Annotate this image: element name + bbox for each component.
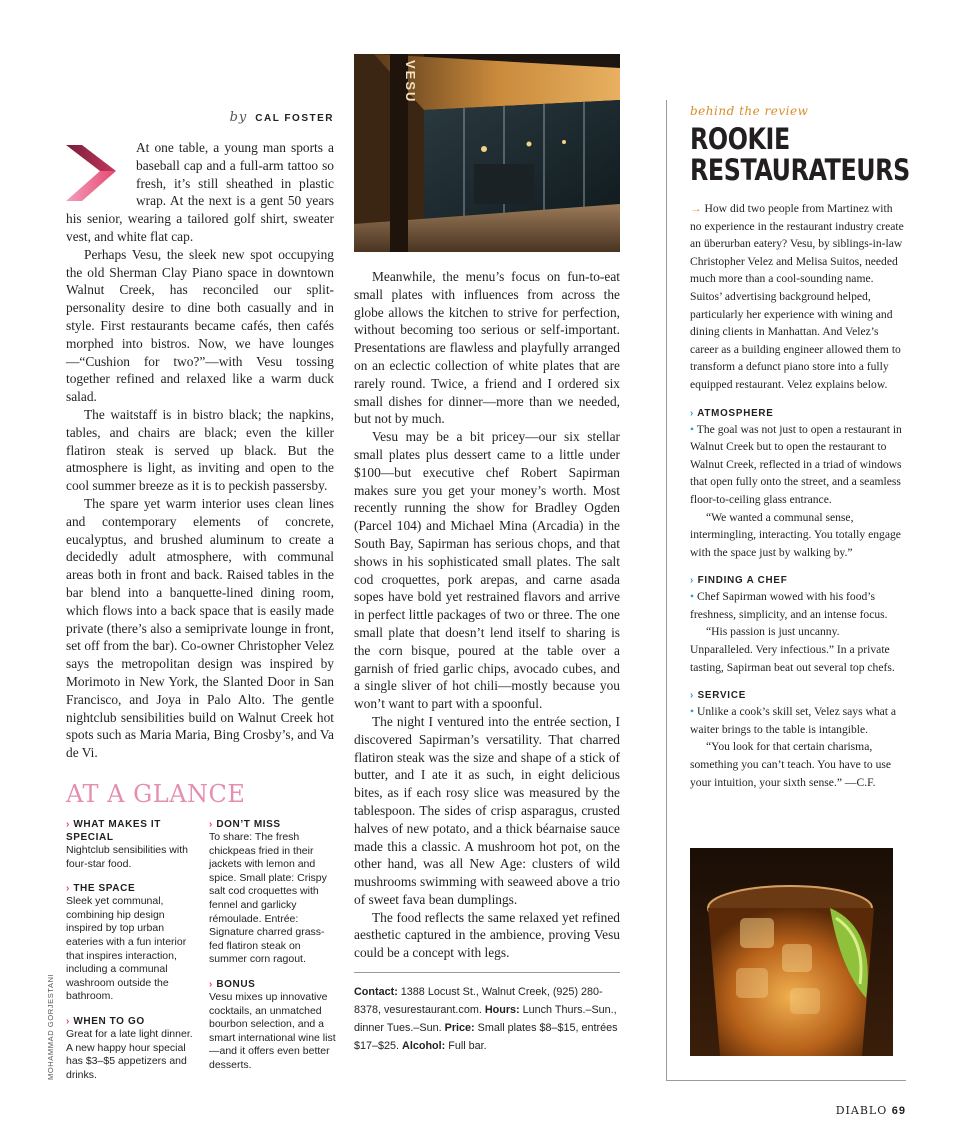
chevron-right-icon: › xyxy=(690,690,695,702)
sidebar-kicker: behind the review xyxy=(690,104,809,118)
article-paragraph: Meanwhile, the menu’s focus on fun-to-eat small plates with influences from across the globe allows the kitchen to strive for perfection, without becoming too serious or self-important. Presentations are flawless and playfully arranged on an eclectic collection of white plates that are rarely round. Twice, a friend and I ordered six small dishes for dinner—more than we needed, but not by much. xyxy=(354,269,620,427)
chevron-right-icon: › xyxy=(66,819,70,830)
article-column-1 xyxy=(66,110,334,762)
contact-value: 1388 Locust St., Walnut Creek, (925) 280-8378, vesurestaurant.com. xyxy=(354,986,603,1017)
chevron-right-icon xyxy=(66,143,122,205)
cocktail-photo xyxy=(690,848,893,1056)
glance-heading xyxy=(209,978,336,991)
sidebar-title-line-2: RESTAURATEURS xyxy=(690,153,910,187)
article-paragraph: Perhaps Vesu, the sleek new spot occupying the old Sherman Clay Piano space in downtown Walnut Creek, has reconciled our split-personality desire to dine both casually and in style. First restaurants became cafés, then cafés morphed into bistros. Now, we have lounges—“Cushion for two?”—with Vesu tossing together refined and relaxed like a warm duck salad. xyxy=(66,246,334,405)
bullet-icon: • xyxy=(690,422,695,436)
sidebar-paragraph xyxy=(690,588,904,623)
chevron-right-icon: › xyxy=(690,575,695,587)
glance-text: Great for a late light dinner. A new happy hour special has $3–$5 appetizers and drinks. xyxy=(66,1027,193,1081)
glance-right-column xyxy=(209,818,336,1093)
article-paragraph: The night I ventured into the entrée section, I discovered Sapirman’s versatility. That charred flatiron steak was the size and shape of a stick of butter, and I ate it as such, in eight delicious bites, as if each rosy slice was measured by the tablespoon. The sides of crisp asparagus, crusted halves of new potato, and a thick béarnaise sauce made this a classic. A mushroom hot pot, on the other hand, was all New Age: clusters of wild mushrooms swimming with seaweed above a trio of sweet fava bean dumplings. xyxy=(354,713,620,907)
sidebar-heading xyxy=(690,575,904,586)
byline-by: by xyxy=(229,110,248,125)
contact-label: Contact: xyxy=(354,986,398,999)
alcohol-label: Alcohol: xyxy=(402,1040,446,1053)
article-paragraph: The spare yet warm interior uses clean lines and contemporary elements of concrete, eucalyptus, and brushed aluminum to create a decidedly adult atmosphere, with communal areas both in front and back. Raised tables in the bar blend into a banquette-lined dining room, which flows into a back space that is easily made private (there’s also a semiprivate lounge in front, set off from the bar). Co-owner Christopher Velez says the metropolitan design was inspired by Morimoto in New York, the Slanted Door in San Francisco, and Joya in Palo Alto. The gentle nightclub sensibilities build on Walnut Creek hot spots such as Maria Maria, Bing Crosby’s, and Va de Vi. xyxy=(66,495,334,761)
sidebar-paragraph xyxy=(690,421,904,509)
article-paragraph: Vesu may be a bit pricey—our six stellar small plates plus dessert came to a little under $100—but executive chef Robert Sapirman makes sure you get your money’s worth. Most recently running the show for Bradley Ogden (Parcel 104) and Michael Mina (Arcadia) in the South Bay, Sapirman has serious chops, and that shows in his sophisticated small plates. The salt cod croquettes, pork arepas, and carne asada sopes have bold yet restrained flavors and arrive in perfect little packages of two or three. The one small plate that doesn’t lend itself to sharing is the corn bisque, poured at the table over a garnish of fried garlic chips, avocado cubes, and a single sliver of hot chili—mostly because you won’t want to part with a spoonful. xyxy=(354,429,620,712)
magazine-name: DIABLO xyxy=(835,1104,888,1117)
sidebar-heading-text: FINDING A CHEF xyxy=(697,575,788,587)
page-folio xyxy=(836,1104,906,1117)
sidebar-intro xyxy=(690,200,904,394)
article-body-2 xyxy=(354,268,620,962)
sidebar-bottom-rule xyxy=(666,1080,906,1081)
glance-heading-text: THE SPACE xyxy=(73,883,136,895)
alcohol-value: Full bar. xyxy=(448,1040,487,1053)
sidebar-heading xyxy=(690,408,904,419)
contact-info xyxy=(354,972,620,1055)
at-a-glance-title: AT A GLANCE xyxy=(66,780,246,808)
glance-text: To share: The fresh chickpeas fried in their jackets with lemon and spice. Small plate: Crispy salt cod croquettes with fennel and garlicky rémoulade. Entrée: Signature charred grass-fed flatiron steak on summer corn ragout. xyxy=(209,831,327,966)
chevron-right-icon: › xyxy=(66,883,70,895)
article-paragraph: The food reflects the same relaxed yet refined aesthetic captured in the ambience, proving Vesu could be a concept with legs. xyxy=(354,909,620,961)
glance-text: Vesu mixes up innovative cocktails, an unmatched bourbon selection, and a smart international wine list—and it offers even better desserts. xyxy=(209,990,336,1071)
hours-label: Hours: xyxy=(484,1004,520,1017)
glance-heading xyxy=(66,818,193,844)
sidebar-quote: “His passion is just uncanny. Unparalleled. Very infectious.” In a private tasting, Sapirman beat out several top chefs. xyxy=(690,625,895,674)
glance-text: Sleek yet communal, combining hip design inspired by top urban eateries with a fun interior that inspires interaction, including a communal washroom outside the bathroom. xyxy=(66,895,187,1003)
byline xyxy=(66,110,334,125)
hours-value: Lunch Thurs.–Sun., dinner Tues.–Sun. xyxy=(354,1004,617,1035)
price-value: Small plates $8–$15, entrées $17–$25. xyxy=(354,1022,618,1053)
vesu-sign: VESU xyxy=(403,60,418,104)
bullet-icon: • xyxy=(690,590,695,604)
glance-heading-text: DON’T MISS xyxy=(216,819,281,830)
glance-heading-text: WHEN TO GO xyxy=(73,1015,145,1027)
restaurant-exterior-photo xyxy=(354,54,620,252)
chevron-right-icon: › xyxy=(209,978,213,990)
sidebar-title xyxy=(690,122,910,187)
glance-heading xyxy=(66,1015,193,1028)
glance-left-column xyxy=(66,818,193,1093)
glance-text: Nightclub sensibilities with four-star food. xyxy=(66,844,188,870)
sidebar-heading-text: ATMOSPHERE xyxy=(697,407,774,419)
article-column-2 xyxy=(354,54,620,1055)
sidebar-heading xyxy=(690,690,904,701)
arrow-right-icon: → xyxy=(690,202,702,215)
sidebar-quote: “We wanted a communal sense, intermingling, interacting. You totally engage with the space just by walking by.” xyxy=(690,510,901,559)
sidebar-paragraph xyxy=(690,703,904,738)
glance-heading-text: BONUS xyxy=(216,978,256,990)
sidebar-paragraph-text: The goal was not just to open a restaurant in Walnut Creek but to open the restaurant to Walnut Creek, reflected in a triad of windows that open fully onto the street, and a seamless floor-to-ceiling glass entrance. xyxy=(690,422,902,506)
article-paragraph: At one table, a young man sports a baseball cap and a full-arm tattoo so fresh, it’s still sheathed in plastic wrap. At the next is a gent 50 years his senior, wearing a tailored golf shirt, sweater vest, and white flat cap. xyxy=(66,140,334,244)
bullet-icon: • xyxy=(690,705,695,719)
sidebar-quote: “You look for that certain charisma, something you can’t teach. You have to use your intuition, your sixth sense.” —C.F. xyxy=(690,740,892,789)
sidebar-intro-text: How did two people from Martinez with no experience in the restaurant industry create an überurban eatery? Vesu, by siblings-in-law Christopher Velez and Melisa Suitos, needed much more than a cool-sounding name. Suitos’ advertising background helped, particularly her experience with wining and dining clients in Manhattan. And Velez’s career as a building engineer allowed them to transform a defunct piano store into a fully equipped restaurant. Velez explains below. xyxy=(690,202,904,391)
chevron-right-icon: › xyxy=(690,407,695,419)
sidebar-paragraph-text: Unlike a cook’s skill set, Velez says what a waiter brings to the table is intangible. xyxy=(690,705,897,736)
glance-heading xyxy=(209,818,336,831)
sidebar-behind-the-review xyxy=(690,104,910,791)
price-label: Price: xyxy=(444,1022,475,1035)
glance-heading xyxy=(66,882,193,895)
sidebar-title-line-1: ROOKIE xyxy=(690,122,790,156)
sidebar-vertical-rule xyxy=(666,100,667,1080)
byline-author: CAL FOSTER xyxy=(255,113,334,124)
article-paragraph: The waitstaff is in bistro black; the napkins, tables, and chairs are black; even the killer flatiron steak is served up black. But the atmosphere is light, as inviting and open to the cool summer breeze as it is to peckish passersby. xyxy=(66,406,334,494)
glance-heading-text: WHAT MAKES IT SPECIAL xyxy=(66,819,161,843)
page-number: 69 xyxy=(891,1105,906,1117)
sidebar-paragraph-text: Chef Sapirman wowed with his food’s freshness, simplicity, and an intense focus. xyxy=(690,590,888,621)
photo-credit: MOHAMMAD GORJESTANI xyxy=(46,973,55,1080)
sidebar-heading-text: SERVICE xyxy=(697,690,747,702)
chevron-right-icon: › xyxy=(209,819,213,830)
chevron-right-icon: › xyxy=(66,1015,70,1027)
article-body-1 xyxy=(66,139,334,762)
at-a-glance-box xyxy=(66,780,336,1093)
